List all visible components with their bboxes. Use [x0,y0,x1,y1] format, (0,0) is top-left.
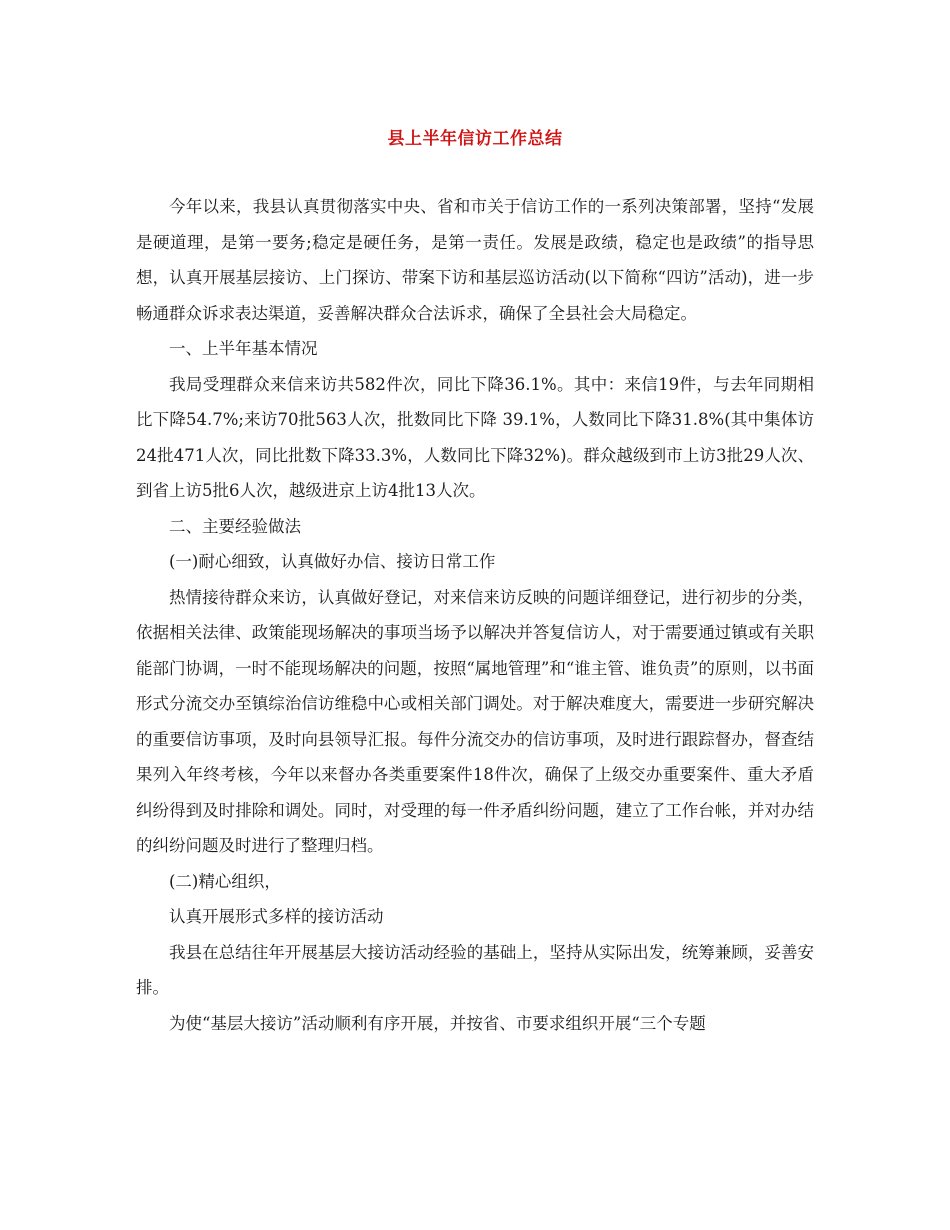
paragraph-reception: 我县在总结往年开展基层大接访活动经验的基础上，坚持从实际出发，统筹兼顾，妥善安排。 [136,942,814,997]
subsection-heading-2: (二)精心组织， [169,871,281,891]
paragraph-daily-work: 热情接待群众来访，认真做好登记，对来信来访反映的问题详细登记，进行初步的分类，依据相关法律、政策能现场解决的事项当场予以解决并答复信访人，对于需要通过镇或有关职能部门协调，一时不能现场解决的问题，按照“属地管理”和“谁主管、谁负责”的原则，以书面形式分流交办至镇综治信访维稳中心或相关部门调处。对于解决难度大，需要进一步研究解决的重要信访事项，及时向县领导汇报。每件分流交办的信访事项，及时进行跟踪督办，督查结果列入年终考核，今年以来督办各类重要案件18件次，确保了上级交办重要案件、重大矛盾纠纷得到及时排除和调处。同时，对受理的每一件矛盾纠纷问题，建立了工作台帐，并对办结的纠纷问题及时进行了整理归档。 [136,587,814,855]
section-heading-1: 一、上半年基本情况 [169,339,318,358]
document-body [136,189,814,1041]
section-heading-2: 二、主要经验做法 [169,516,301,536]
paragraph-statistics: 我局受理群众来信来访共582件次，同比下降36.1%。其中：来信19件，与去年同期相比下降54.7%;来访70批563人次，批数同比下降 39.1%，人数同比下降31.8%(其中集体访24批471人次，同比批数下降33.3%，人数同比下降32%)。群众越级到市上访3批29人次、到省上访5批6人次，越级进京上访4批13人次。 [136,374,814,500]
paragraph-activity: 为使“基层大接访”活动顺利有序开展，并按省、市要求组织开展“三个专题 [169,1013,706,1033]
subsection-heading-1: (一)耐心细致，认真做好办信、接访日常工作 [169,552,496,571]
paragraph-intro: 今年以来，我县认真贯彻落实中央、省和市关于信访工作的一系列决策部署，坚持“发展是硬道理，是第一要务;稳定是硬任务，是第一责任。发展是政绩，稳定也是政绩”的指导思想，认真开展基层接访、上门探访、带案下访和基层巡访活动(以下简称“四访”活动)，进一步畅通群众诉求表达渠道，妥善解决群众合法诉求，确保了全县社会大局稳定。 [136,197,814,323]
document-title: 县上半年信访工作总结 [387,129,563,149]
subsection-heading-2-cont: 认真开展形式多样的接访活动 [169,907,384,926]
